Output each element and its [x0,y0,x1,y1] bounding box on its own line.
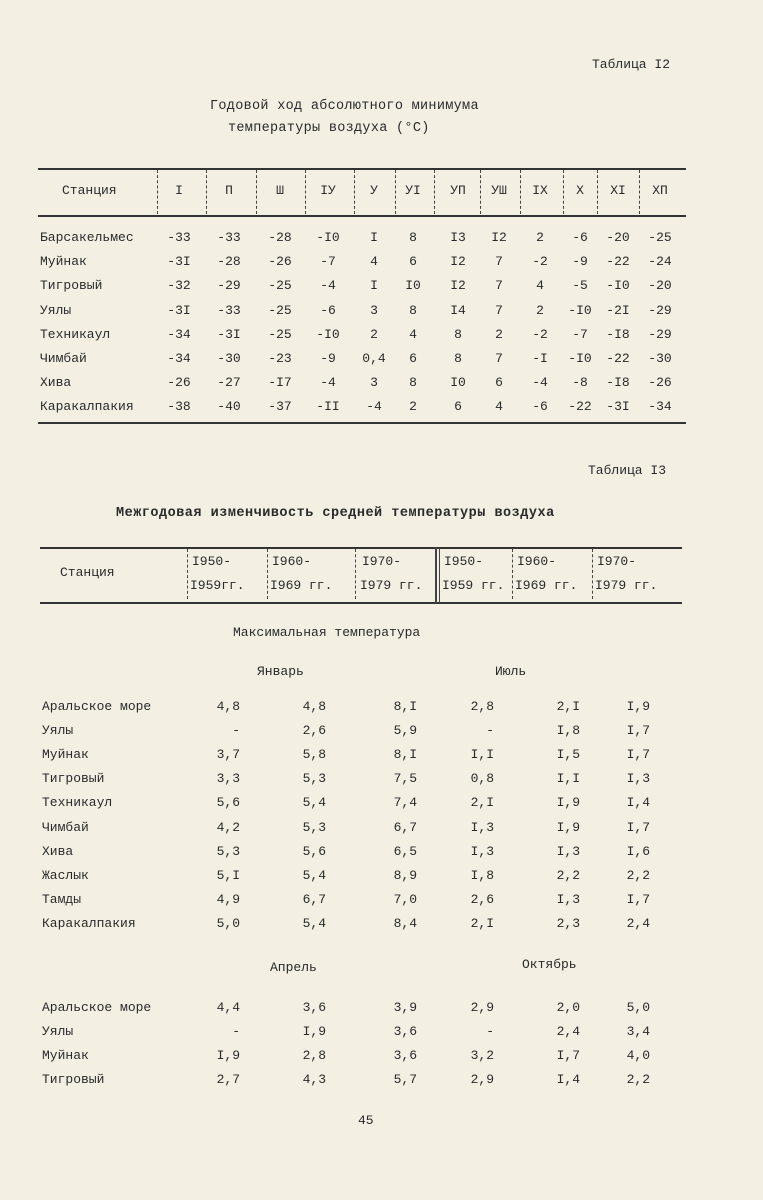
table12-station: Хива [40,375,72,391]
table13-cell: I,7 [626,891,650,907]
table13-cell: 4,0 [626,1048,650,1063]
table13-cell: I,4 [626,795,650,811]
table12-cell: 4 [370,254,378,270]
table13-cell: 2,2 [626,1072,650,1087]
table12-cell: -23 [268,351,292,366]
table13-station-header: Станция [60,565,115,580]
table12-col-divider [305,170,306,214]
table12-cell: -20 [606,230,630,245]
table13-cell: 5,7 [393,1072,417,1087]
table12-cell: 7 [495,278,503,294]
table13-station: Техникаул [42,795,113,811]
table13-center-divider-2 [439,547,440,603]
table13-cell: 4,9 [216,891,240,907]
table12-cell: -30 [648,351,672,366]
table13-cell: 2,7 [216,1072,240,1087]
table13-col-divider [512,549,513,599]
table12-bottom-rule [38,422,686,424]
table13-cell: I,I [470,747,494,763]
table13-cell: 7,0 [393,891,417,907]
table12-month-header: УП [450,183,466,198]
table13-station: Уялы [42,723,74,739]
table12-cell: I [370,230,378,245]
table13-cell: 5,0 [626,1000,650,1015]
table13-cell: I,7 [626,819,650,835]
table13-cell: 2,2 [626,867,650,883]
table13-cell: I,6 [626,843,650,859]
table12-cell: -30 [217,351,241,366]
table13-cell: 8,9 [393,867,417,883]
table12-cell: -37 [268,399,292,415]
table12-cell: -25 [268,278,292,294]
table13-cell: 2,4 [556,1024,580,1039]
block2-left-month: Апрель [270,960,317,975]
table13-cell: 5,6 [216,795,240,811]
table12-cell: -33 [167,230,191,245]
table13-station: Тигровый [42,1072,105,1087]
table12-cell: -2I [606,302,630,318]
table13-cell: I,3 [556,843,580,859]
table12-cell: 8 [454,326,462,342]
table13-cell: 2,6 [470,891,494,907]
table12-cell: -6 [320,302,336,318]
table12-cell: -22 [606,254,630,270]
table12-cell: I0 [450,375,466,391]
table13-cell: 5,4 [302,867,326,883]
table12-cell: -I0 [606,278,630,294]
table13-cell: 2,9 [470,1072,494,1087]
table13-cell: I,9 [302,1024,326,1039]
table13-station: Муйнак [42,747,89,763]
table13-cell: 5,3 [302,771,326,787]
table13-cell: I,3 [470,819,494,835]
table12-cell: 6 [409,351,417,366]
table12-cell: -I8 [606,375,630,391]
table12-title-line2: температуры воздуха (°С) [228,121,430,136]
table12-header-rule [38,215,686,217]
table12-cell: -9 [320,351,336,366]
table13-cell: 5,3 [216,843,240,859]
table13-cell: I,8 [470,867,494,883]
table13-cell: I,I [556,771,580,787]
table13-cell: 3,6 [393,1024,417,1039]
table13-cell: 5,3 [302,819,326,835]
table13-cell: - [232,1024,240,1039]
table13-cell: 4,4 [216,1000,240,1015]
table13-period-top: I950- [444,554,484,569]
table12-cell: -I0 [568,302,592,318]
table12-cell: -33 [217,230,241,245]
table12-cell: -7 [320,254,336,270]
table12-cell: -29 [648,326,672,342]
table13-station: Тигровый [42,771,105,787]
table13-cell: 5,4 [302,915,326,931]
table12-cell: 4 [495,399,503,415]
table12-cell: 7 [495,302,503,318]
table13-period-bottom: I979 гг. [595,578,658,593]
table13-cell: 5,4 [302,795,326,811]
table13-cell: 4,3 [302,1072,326,1087]
table13-cell: 7,4 [393,795,417,811]
table12-cell: -28 [268,230,292,245]
table13-period-bottom: I969 гг. [270,578,333,593]
table12-cell: -29 [648,302,672,318]
table12-station: Муйнак [40,254,87,270]
table12-station-header: Станция [62,183,117,198]
table12-cell: -4 [320,375,336,391]
table12-cell: -33 [217,302,241,318]
table13-cell: 6,5 [393,843,417,859]
table12-cell: -38 [167,399,191,415]
table12-station: Уялы [40,302,72,318]
table12-cell: 6 [495,375,503,391]
table12-cell: 4 [409,326,417,342]
table13-cell: I,7 [556,1048,580,1063]
table13-cell: 5,9 [393,723,417,739]
table12-station: Тигровый [40,278,103,294]
table12-cell: -34 [167,351,191,366]
table12-cell: -40 [217,399,241,415]
page-number: 45 [358,1113,374,1128]
table13-cell: I,3 [626,771,650,787]
table12-cell: -4 [320,278,336,294]
table12-cell: 8 [409,375,417,391]
table13-cell: I,8 [556,723,580,739]
table12-month-header: П [225,183,233,198]
table12-month-header: IX [532,183,548,198]
table12-cell: -I0 [568,351,592,366]
table13-period-bottom: I969 гг. [515,578,578,593]
block2-right-month: Октябрь [522,957,577,972]
table13-cell: 2,I [556,699,580,714]
table13-col-divider [592,549,593,599]
table13-period-top: I950- [192,554,232,569]
table12-cell: -2 [532,254,548,270]
table13-cell: 8,4 [393,915,417,931]
table13-station: Жаслык [42,867,89,883]
table12-cell: 4 [536,278,544,294]
table12-cell: -6 [572,230,588,245]
table12-cell: 6 [409,254,417,270]
table12-cell: -26 [167,375,191,391]
table13-cell: 3,2 [470,1048,494,1063]
table13-col-divider [355,549,356,599]
table13-cell: 2,I [470,915,494,931]
block1-right-month: Июль [495,664,527,679]
table12-cell: 3 [370,302,378,318]
table13-station: Аральское море [42,699,152,714]
table13-cell: 2,I [470,795,494,811]
table12-cell: -34 [167,326,191,342]
table13-station: Хива [42,843,74,859]
table12-title-line1: Годовой ход абсолютного минимума [210,99,479,114]
table12-cell: -26 [268,254,292,270]
table13-cell: I,4 [556,1072,580,1087]
table12-cell: -5 [572,278,588,294]
table13-bottom-rule [40,602,682,604]
table12-cell: -25 [648,230,672,245]
table13-cell: - [486,1024,494,1039]
table12-station: Техникаул [40,326,111,342]
table13-cell: 4,8 [302,699,326,714]
table12-cell: -24 [648,254,672,270]
table12-cell: -II [316,399,340,415]
table12-cell: 2 [536,230,544,245]
table12-cell: -I0 [316,326,340,342]
table13-top-rule [40,547,682,549]
table12-cell: 2 [370,326,378,342]
table12-cell: I4 [450,302,466,318]
table13-station: Каракалпакия [42,915,136,931]
table13-station: Муйнак [42,1048,89,1063]
table13-cell: I,9 [556,795,580,811]
table12-cell: -3I [217,326,241,342]
table13-period-top: I970- [597,554,637,569]
table12-cell: -2 [532,326,548,342]
table12-cell: -I0 [316,230,340,245]
table12-cell: 7 [495,254,503,270]
table13-cell: 6,7 [302,891,326,907]
table12-cell: I3 [450,230,466,245]
table12-cell: -25 [268,326,292,342]
table13-cell: 6,7 [393,819,417,835]
table12-month-header: Ш [276,183,284,198]
table12-cell: -I7 [268,375,292,391]
table12-cell: -29 [217,278,241,294]
table12-cell: I2 [491,230,507,245]
table12-cell: -I [532,351,548,366]
table13-cell: 2,8 [470,699,494,714]
table13-cell: 8,I [393,747,417,763]
table12-cell: -9 [572,254,588,270]
table13-center-divider [435,547,437,603]
table12-station: Каракалпакия [40,399,134,415]
table13-cell: 3,6 [393,1048,417,1063]
table13-cell: 5,0 [216,915,240,931]
table13-station: Тамды [42,891,82,907]
table13-cell: 7,5 [393,771,417,787]
table12-col-divider [157,170,158,214]
table12-cell: -32 [167,278,191,294]
table13-cell: I,3 [470,843,494,859]
table13-period-bottom: I959гг. [190,578,245,593]
table12-station: Барсакельмес [40,230,134,245]
table13-cell: 3,6 [302,1000,326,1015]
table13-cell: - [486,723,494,739]
table13-cell: 3,7 [216,747,240,763]
table12-cell: 8 [409,302,417,318]
table12-month-header: X [576,183,584,198]
table12-cell: 2 [536,302,544,318]
table12-cell: -34 [648,399,672,415]
table12-col-divider [434,170,435,214]
table12-month-header: IУ [320,183,336,198]
table12-cell: -28 [217,254,241,270]
table12-top-rule [38,168,686,170]
table12-cell: -4 [366,399,382,415]
table12-cell: 2 [409,399,417,415]
table12-label: Таблица I2 [592,57,671,72]
table13-cell: 3,3 [216,771,240,787]
table12-col-divider [206,170,207,214]
table12-month-header: У [370,183,378,198]
table12-cell: I2 [450,254,466,270]
table12-col-divider [256,170,257,214]
table12-cell: 7 [495,351,503,366]
table13-cell: 2,3 [556,915,580,931]
table13-station: Чимбай [42,819,89,835]
table13-cell: 4,2 [216,819,240,835]
table12-station: Чимбай [40,351,87,366]
table12-cell: 8 [454,351,462,366]
table12-month-header: УI [405,183,421,198]
table13-cell: 8,I [393,699,417,714]
table12-cell: -22 [568,399,592,415]
table12-cell: -3I [606,399,630,415]
table13-col-divider [187,549,188,599]
table13-cell: I,7 [626,747,650,763]
table12-cell: -3I [167,254,191,270]
table13-cell: 5,6 [302,843,326,859]
table13-cell: 5,I [216,867,240,883]
table12-cell: 8 [409,230,417,245]
table12-month-header: I [175,183,183,198]
table13-col-divider [267,549,268,599]
table12-cell: 6 [454,399,462,415]
table13-cell: I,3 [556,891,580,907]
table12-month-header: XI [610,183,626,198]
table12-month-header: УШ [491,183,507,198]
table12-cell: -25 [268,302,292,318]
table13-period-top: I960- [517,554,557,569]
table13-period-top: I970- [362,554,402,569]
table12-cell: I0 [405,278,421,294]
table13-station: Уялы [42,1024,74,1039]
table12-cell: -7 [572,326,588,342]
table12-cell: 3 [370,375,378,391]
table13-cell: 2,9 [470,1000,494,1015]
table13-cell: I,9 [216,1048,240,1063]
table13-cell: I,7 [626,723,650,739]
table13-cell: 4,8 [216,699,240,714]
table13-cell: 2,6 [302,723,326,739]
table13-period-top: I960- [272,554,312,569]
table13-period-bottom: I979 гг. [360,578,423,593]
table13-station: Аральское море [42,1000,152,1015]
table13-cell: 2,0 [556,1000,580,1015]
table13-cell: I,9 [556,819,580,835]
table12-month-header: XП [652,183,668,198]
table13-cell: - [232,723,240,739]
table12-cell: -4 [532,375,548,391]
table13-cell: 2,8 [302,1048,326,1063]
table13-cell: 2,4 [626,915,650,931]
table12-cell: 0,4 [362,351,386,366]
table13-cell: I,5 [556,747,580,763]
table13-title: Межгодовая изменчивость средней температуры воздуха [116,506,555,521]
table13-cell: 0,8 [470,771,494,787]
table13-cell: 5,8 [302,747,326,763]
table12-cell: -8 [572,375,588,391]
table12-cell: -3I [167,302,191,318]
block1-left-month: Январь [257,664,304,679]
table13-label: Таблица I3 [588,463,667,478]
table12-cell: 2 [495,326,503,342]
table12-cell: -26 [648,375,672,391]
table12-cell: -20 [648,278,672,294]
table13-period-bottom: I959 гг. [442,578,505,593]
table12-cell: -22 [606,351,630,366]
table13-cell: I,9 [626,699,650,714]
table12-cell: I2 [450,278,466,294]
table12-cell: -27 [217,375,241,391]
section-title-max-temp: Максимальная температура [233,625,421,640]
table13-cell: 3,9 [393,1000,417,1015]
table12-cell: -6 [532,399,548,415]
table13-cell: 3,4 [626,1024,650,1039]
table13-cell: 2,2 [556,867,580,883]
table12-cell: -I8 [606,326,630,342]
table12-cell: I [370,278,378,294]
